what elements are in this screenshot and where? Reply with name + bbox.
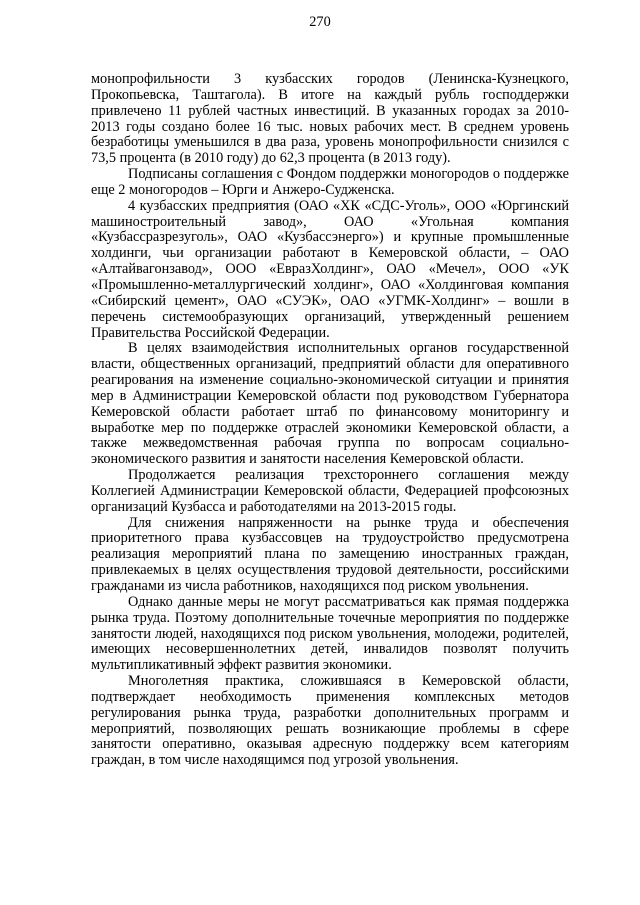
paragraph: Однако данные меры не могут рассматриваться как прямая поддержка рынка труда. Поэтому дополнительные точечные мероприятия по поддержке занятости людей, находящихся под риском увольнения, молодежи, родителей, имеющих несовершеннолетних детей, инвалидов позволят получить мультипликативный эффект развития экономики. bbox=[91, 593, 569, 674]
page-number: 270 bbox=[309, 14, 331, 30]
paragraph: 4 кузбасских предприятия (ОАО «ХК «СДС-Уголь», ООО «Юргинский машиностроительный завод», ОАО «Угольная компания «Кузбассразрезуголь», ОАО «Кузбассэнерго») и крупные промышленные холдинги, чьи организации работают в Кемеровской области, – ОАО «Алтайвагонзавод», ООО «ЕвразХолдинг», ОАО «Мечел», ООО «УК «Промышленно-металлургический холдинг», ОАО «Холдинговая компания «Сибирский цемент», ОАО «СУЭК», ОАО «УГМК-Холдинг» – вошли в перечень системообразующих организаций, утвержденный решением Правительства Российской Федерации. bbox=[91, 197, 569, 341]
document-body bbox=[91, 72, 569, 769]
paragraph: Продолжается реализация трехстороннего соглашения между Коллегией Администрации Кемеровской области, Федерацией профсоюзных организаций Кузбасса и работодателями на 2013-2015 годы. bbox=[91, 467, 569, 515]
paragraph: Подписаны соглашения с Фондом поддержки моногородов о поддержке еще 2 моногородов – Юрги и Анжеро-Судженска. bbox=[91, 166, 569, 198]
paragraph-continuation: монопрофильности 3 кузбасских городов (Ленинска-Кузнецкого, Прокопьевска, Таштагола). В итоге на каждый рубль господдержки привлечено 11 рублей частных инвестиций. В указанных городах за 2010-2013 годы создано более 16 тыс. новых рабочих мест. В среднем уровень безработицы уменьшился в два раза, уровень монопрофильности снизился с 73,5 процента (в 2010 году) до 62,3 процента (в 2013 году). bbox=[91, 71, 569, 167]
paragraph: Многолетняя практика, сложившаяся в Кемеровской области, подтверждает необходимость применения комплексных методов регулирования рынка труда, разработки дополнительных программ и мероприятий, позволяющих решать возникающие проблемы в сфере занятости оперативно, оказывая адресную поддержку всем категориям граждан, в том числе находящимся под угрозой увольнения. bbox=[91, 673, 569, 769]
paragraph: Для снижения напряженности на рынке труда и обеспечения приоритетного права кузбассовцев на трудоустройство предусмотрена реализация мероприятий плана по замещению иностранных граждан, привлекаемых в целях осуществления трудовой деятельности, российскими гражданами из числа работников, находящихся под риском увольнения. bbox=[91, 514, 569, 594]
paragraph: В целях взаимодействия исполнительных органов государственной власти, общественных организаций, предприятий области для оперативного реагирования на изменение социально-экономической ситуации и принятия мер в Администрации Кемеровской области под руководством Губернатора Кемеровской области работает штаб по финансовому мониторингу и выработке мер по поддержке отраслей экономики Кемеровской области, а также межведомственная рабочая группа по вопросам социально-экономического развития и занятости населения Кемеровской области. bbox=[91, 340, 569, 468]
